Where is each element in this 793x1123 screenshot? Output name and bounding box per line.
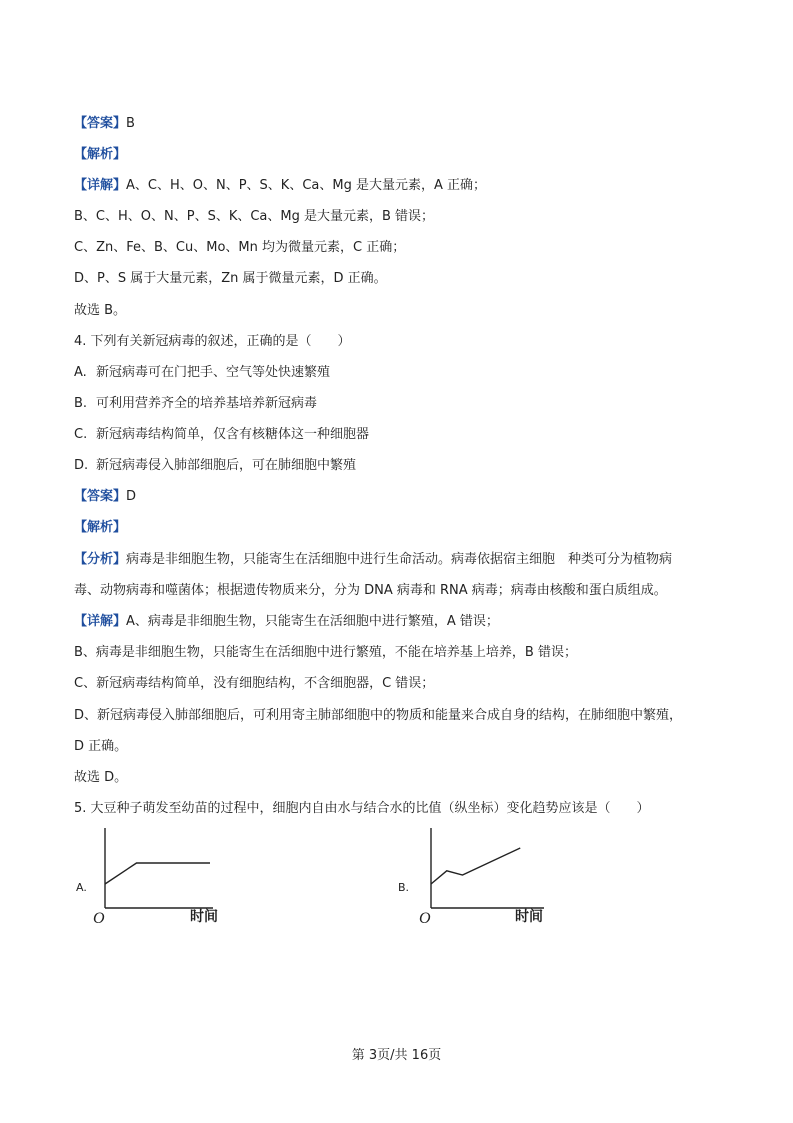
- q4-option-b: [74, 395, 317, 413]
- graph-a-svg: [95, 820, 245, 930]
- q4-option-c: [74, 426, 369, 444]
- fenxi-text: 病毒是非细胞生物，只能寄生在活细胞中进行生命活动。病毒依据宿主细胞 种类可分为植物病: [126, 552, 673, 567]
- q4-fenxi-line-2: 毒、动物病毒和噬菌体；根据遗传物质来分，分为 DNA 病毒和 RNA 病毒；病毒由核酸和蛋白质组成。: [74, 583, 667, 598]
- graph-b-xlabel: 时间: [515, 909, 543, 925]
- graph-a-xlabel: 时间: [190, 909, 218, 925]
- graph-b-label: B.: [398, 881, 410, 894]
- answer-tag: 【答案】: [74, 489, 127, 504]
- detail-text: A、病毒是非细胞生物，只能寄生在活细胞中进行繁殖，A 错误；: [126, 614, 499, 629]
- option-letter: C.: [74, 427, 88, 442]
- option-letter: D.: [74, 458, 89, 473]
- q3-detail-line-2: B、C、H、O、N、P、S、K、Ca、Mg 是大量元素，B 错误；: [74, 209, 435, 224]
- detail-tag: 【详解】: [74, 614, 127, 629]
- q4-option-a: [74, 364, 330, 382]
- q4-detail-line-5: D 正确。: [74, 739, 128, 754]
- graph-b-svg: [421, 820, 571, 930]
- q5-stem: 5. 大豆种子萌发至幼苗的过程中，细胞内自由水与结合水的比值（纵坐标）变化趋势应该是（ ）: [74, 801, 650, 816]
- q4-analysis-tag: [74, 519, 126, 537]
- graph-a-curve: [105, 863, 210, 884]
- q3-answer-line: [74, 115, 135, 133]
- option-text: 新冠病毒结构简单，仅含有核糖体这一种细胞器: [96, 427, 370, 442]
- detail-tag: 【详解】: [74, 178, 127, 193]
- q4-stem: 4. 下列有关新冠病毒的叙述，正确的是（ ）: [74, 334, 351, 349]
- q4-conclusion: 故选 D。: [74, 770, 128, 785]
- option-text: 可利用营养齐全的培养基培养新冠病毒: [96, 396, 318, 411]
- graph-a-origin: O: [93, 910, 105, 927]
- graph-b-curve: [431, 848, 520, 884]
- q3-conclusion: 故选 B。: [74, 303, 127, 318]
- fenxi-tag: 【分析】: [74, 552, 127, 567]
- q3-detail-line-3: C、Zn、Fe、B、Cu、Mo、Mn 均为微量元素，C 正确；: [74, 240, 406, 255]
- answer-value: D: [126, 489, 137, 504]
- q4-detail-line-1: [74, 613, 499, 631]
- option-letter: B.: [74, 396, 88, 411]
- analysis-tag: 【解析】: [74, 147, 127, 162]
- q3-detail-line-1: [74, 177, 486, 195]
- q4-fenxi-line-1: [74, 551, 672, 569]
- answer-value: B: [126, 116, 135, 131]
- answer-tag: 【答案】: [74, 116, 127, 131]
- q4-option-d: [74, 457, 356, 475]
- graph-a-label: A.: [76, 881, 87, 894]
- q3-analysis-tag: [74, 146, 126, 164]
- q4-detail-line-2: B、病毒是非细胞生物，只能寄生在活细胞中进行繁殖，不能在培养基上培养，B 错误；: [74, 645, 577, 660]
- option-text: 新冠病毒侵入肺部细胞后，可在肺细胞中繁殖: [96, 458, 357, 473]
- analysis-tag: 【解析】: [74, 520, 127, 535]
- graph-a: [95, 820, 245, 930]
- q4-detail-line-3: C、新冠病毒结构简单，没有细胞结构，不含细胞器，C 错误；: [74, 676, 435, 691]
- q4-answer-line: [74, 488, 136, 506]
- option-letter: A.: [74, 365, 87, 380]
- q3-detail-line-4: D、P、S 属于大量元素，Zn 属于微量元素，D 正确。: [74, 271, 387, 286]
- q4-detail-line-4: D、新冠病毒侵入肺部细胞后，可利用寄主肺部细胞中的物质和能量来合成自身的结构，在肺细胞中繁殖，: [74, 708, 683, 723]
- option-text: 新冠病毒可在门把手、空气等处快速繁殖: [96, 365, 331, 380]
- graph-b-origin: O: [419, 910, 431, 927]
- detail-text: A、C、H、O、N、P、S、K、Ca、Mg 是大量元素，A 正确；: [126, 178, 487, 193]
- graph-b: [421, 820, 571, 930]
- page-footer: 第 3页/共 16页: [351, 1048, 442, 1063]
